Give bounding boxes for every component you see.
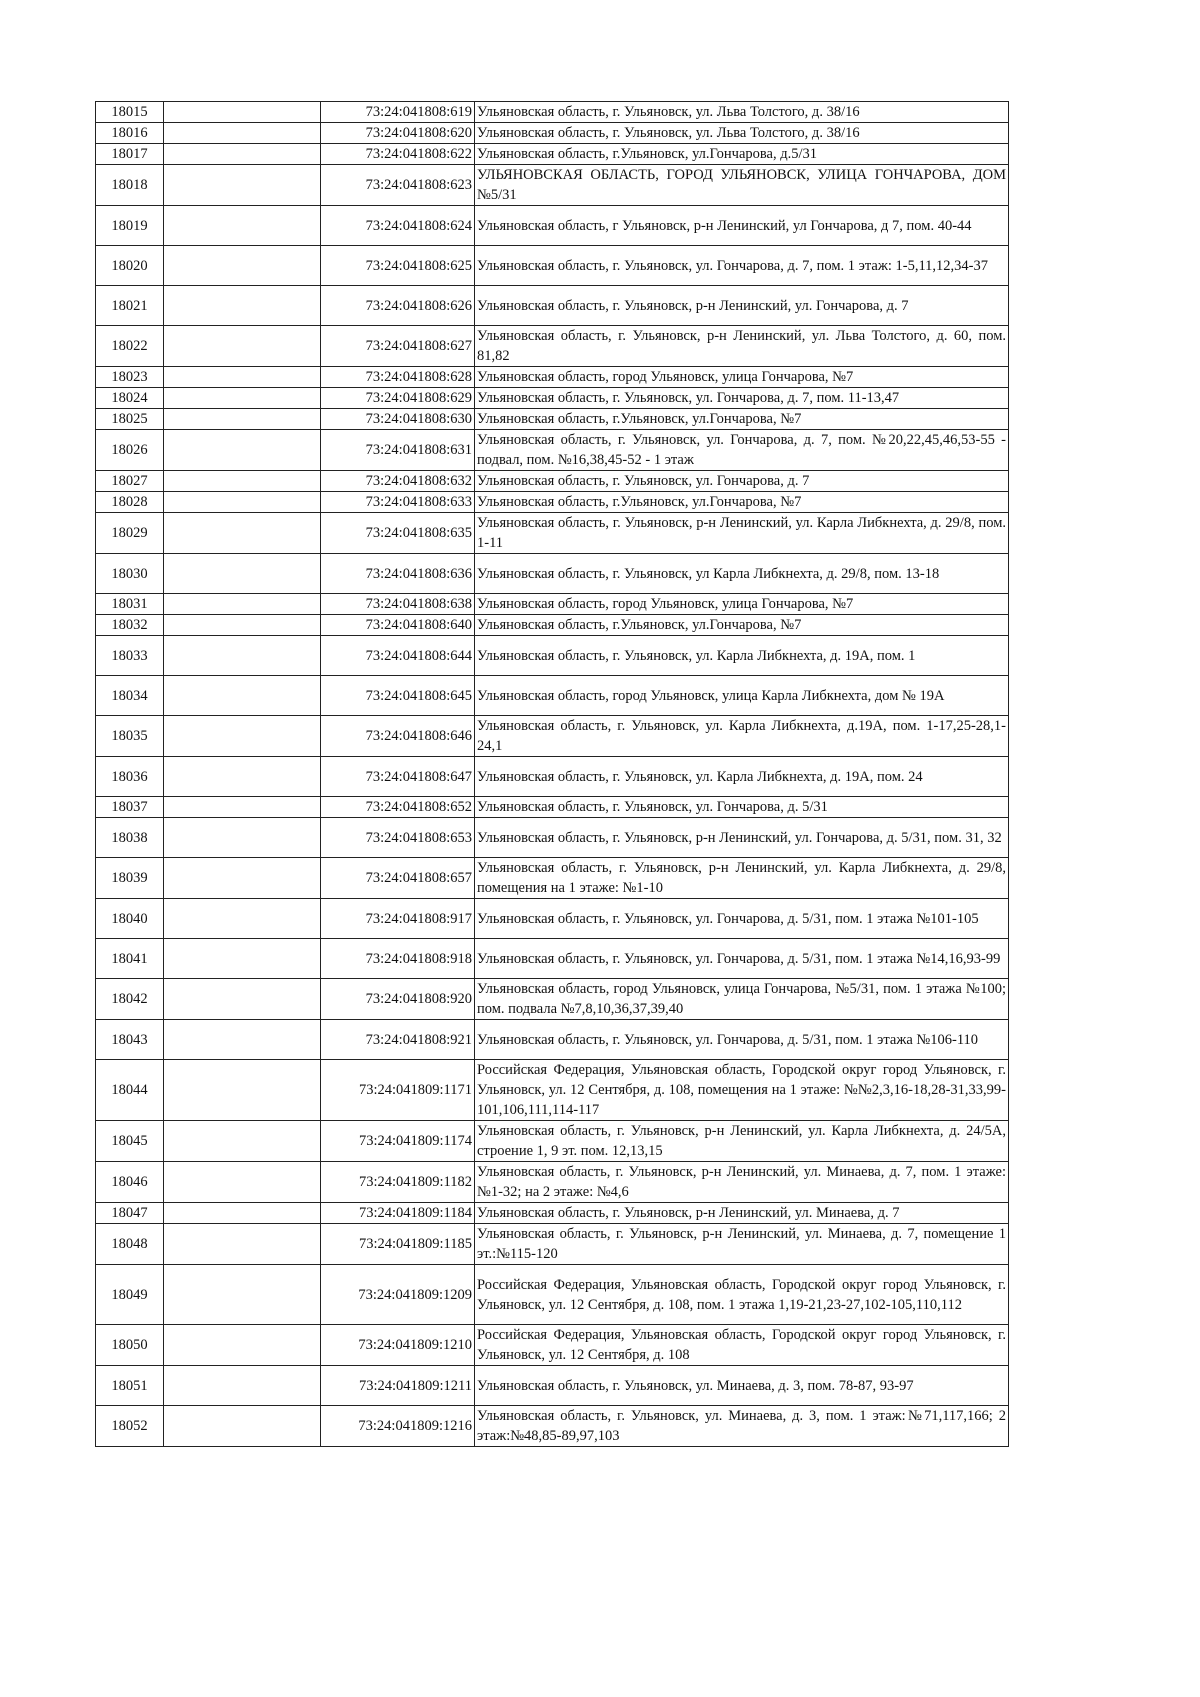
register-table-body: [96, 102, 1009, 1447]
empty-cell: [164, 165, 321, 206]
address-cell: Ульяновская область, г. Ульяновск, ул. Гончарова, д. 7, пом. 1 этаж: 1-5,11,12,34-37: [475, 246, 1009, 286]
empty-cell: [164, 206, 321, 246]
address-cell: Ульяновская область, г.Ульяновск, ул.Гончарова, №7: [475, 492, 1009, 513]
cadastral-number-cell: 73:24:041808:645: [321, 676, 475, 716]
cadastral-number-cell: 73:24:041808:636: [321, 554, 475, 594]
record-number-cell: 18037: [96, 797, 164, 818]
table-row: [96, 858, 1009, 899]
empty-cell: [164, 430, 321, 471]
address-cell: Ульяновская область, г. Ульяновск, ул Карла Либкнехта, д. 29/8, пом. 13-18: [475, 554, 1009, 594]
table-row: [96, 513, 1009, 554]
address-cell: Российская Федерация, Ульяновская область, Городской округ город Ульяновск, г. Ульяновск, ул. 12 Сентября, д. 108: [475, 1325, 1009, 1366]
cadastral-number-cell: 73:24:041808:644: [321, 636, 475, 676]
empty-cell: [164, 492, 321, 513]
table-row: [96, 1265, 1009, 1325]
record-number-cell: 18036: [96, 757, 164, 797]
empty-cell: [164, 939, 321, 979]
table-row: [96, 1020, 1009, 1060]
empty-cell: [164, 1162, 321, 1203]
empty-cell: [164, 554, 321, 594]
table-row: [96, 615, 1009, 636]
address-cell: Ульяновская область, г. Ульяновск, ул. Гончарова, д. 7, пом. 11-13,47: [475, 388, 1009, 409]
record-number-cell: 18027: [96, 471, 164, 492]
address-cell: Ульяновская область, г. Ульяновск, ул. Минаева, д. 3, пом. 78-87, 93-97: [475, 1366, 1009, 1406]
record-number-cell: 18031: [96, 594, 164, 615]
record-number-cell: 18030: [96, 554, 164, 594]
record-number-cell: 18045: [96, 1121, 164, 1162]
empty-cell: [164, 1020, 321, 1060]
table-row: [96, 206, 1009, 246]
empty-cell: [164, 286, 321, 326]
cadastral-number-cell: 73:24:041808:920: [321, 979, 475, 1020]
empty-cell: [164, 676, 321, 716]
address-cell: Ульяновская область, г. Ульяновск, ул. Минаева, д. 3, пом. 1 этаж:№71,117,166; 2 этаж:№48,85-89,97,103: [475, 1406, 1009, 1447]
cadastral-number-cell: 73:24:041808:632: [321, 471, 475, 492]
table-row: [96, 1325, 1009, 1366]
empty-cell: [164, 636, 321, 676]
record-number-cell: 18035: [96, 716, 164, 757]
cadastral-number-cell: 73:24:041808:626: [321, 286, 475, 326]
empty-cell: [164, 1203, 321, 1224]
record-number-cell: 18052: [96, 1406, 164, 1447]
cadastral-number-cell: 73:24:041808:623: [321, 165, 475, 206]
record-number-cell: 18038: [96, 818, 164, 858]
empty-cell: [164, 102, 321, 123]
address-cell: Ульяновская область, г. Ульяновск, р-н Ленинский, ул. Льва Толстого, д. 60, пом. 81,82: [475, 326, 1009, 367]
table-row: [96, 246, 1009, 286]
address-cell: Ульяновская область, г. Ульяновск, ул. Гончарова, д. 7, пом. №20,22,45,46,53-55 - подвал, пом. №16,38,45-52 - 1 этаж: [475, 430, 1009, 471]
cadastral-number-cell: 73:24:041809:1174: [321, 1121, 475, 1162]
cadastral-number-cell: 73:24:041808:622: [321, 144, 475, 165]
record-number-cell: 18032: [96, 615, 164, 636]
table-row: [96, 1366, 1009, 1406]
address-cell: Ульяновская область, г. Ульяновск, р-н Ленинский, ул. Минаева, д. 7: [475, 1203, 1009, 1224]
empty-cell: [164, 899, 321, 939]
cadastral-number-cell: 73:24:041808:624: [321, 206, 475, 246]
table-row: [96, 899, 1009, 939]
address-cell: Ульяновская область, г. Ульяновск, р-н Ленинский, ул. Карла Либкнехта, д. 29/8, пом. 1-11: [475, 513, 1009, 554]
table-row: [96, 716, 1009, 757]
empty-cell: [164, 1265, 321, 1325]
cadastral-number-cell: 73:24:041808:653: [321, 818, 475, 858]
table-row: [96, 1060, 1009, 1121]
address-cell: Ульяновская область, город Ульяновск, улица Гончарова, №7: [475, 367, 1009, 388]
table-row: [96, 939, 1009, 979]
table-row: [96, 594, 1009, 615]
cadastral-number-cell: 73:24:041808:631: [321, 430, 475, 471]
cadastral-number-cell: 73:24:041808:647: [321, 757, 475, 797]
table-row: [96, 636, 1009, 676]
cadastral-number-cell: 73:24:041809:1184: [321, 1203, 475, 1224]
record-number-cell: 18022: [96, 326, 164, 367]
address-cell: Ульяновская область, г. Ульяновск, ул. Гончарова, д. 7: [475, 471, 1009, 492]
table-row: [96, 492, 1009, 513]
address-cell: Ульяновская область, г. Ульяновск, р-н Ленинский, ул. Минаева, д. 7, помещение 1 эт.:№115-120: [475, 1224, 1009, 1265]
record-number-cell: 18016: [96, 123, 164, 144]
address-cell: УЛЬЯНОВСКАЯ ОБЛАСТЬ, ГОРОД УЛЬЯНОВСК, УЛИЦА ГОНЧАРОВА, ДОМ №5/31: [475, 165, 1009, 206]
table-row: [96, 1224, 1009, 1265]
table-row: [96, 757, 1009, 797]
address-cell: Ульяновская область, г. Ульяновск, ул. Карла Либкнехта, д.19А, пом. 1-17,25-28,1-24,1: [475, 716, 1009, 757]
record-number-cell: 18021: [96, 286, 164, 326]
empty-cell: [164, 1406, 321, 1447]
address-cell: Ульяновская область, г. Ульяновск, р-н Ленинский, ул. Минаева, д. 7, пом. 1 этаже: №1-32; на 2 этаже: №4,6: [475, 1162, 1009, 1203]
address-cell: Ульяновская область, г. Ульяновск, р-н Ленинский, ул. Гончарова, д. 7: [475, 286, 1009, 326]
table-row: [96, 326, 1009, 367]
table-row: [96, 1121, 1009, 1162]
address-cell: Ульяновская область, г. Ульяновск, р-н Ленинский, ул. Карла Либкнехта, д. 24/5А, строение 1, 9 эт. пом. 12,13,15: [475, 1121, 1009, 1162]
record-number-cell: 18049: [96, 1265, 164, 1325]
address-cell: Ульяновская область, г. Ульяновск, ул. Гончарова, д. 5/31: [475, 797, 1009, 818]
empty-cell: [164, 797, 321, 818]
address-cell: Ульяновская область, город Ульяновск, улица Карла Либкнехта, дом № 19А: [475, 676, 1009, 716]
empty-cell: [164, 979, 321, 1020]
cadastral-number-cell: 73:24:041808:629: [321, 388, 475, 409]
record-number-cell: 18051: [96, 1366, 164, 1406]
record-number-cell: 18033: [96, 636, 164, 676]
cadastral-number-cell: 73:24:041808:627: [321, 326, 475, 367]
cadastral-number-cell: 73:24:041808:646: [321, 716, 475, 757]
cadastral-number-cell: 73:24:041808:625: [321, 246, 475, 286]
record-number-cell: 18025: [96, 409, 164, 430]
cadastral-number-cell: 73:24:041809:1209: [321, 1265, 475, 1325]
record-number-cell: 18046: [96, 1162, 164, 1203]
record-number-cell: 18028: [96, 492, 164, 513]
address-cell: Ульяновская область, г Ульяновск, р-н Ленинский, ул Гончарова, д 7, пом. 40-44: [475, 206, 1009, 246]
address-cell: Ульяновская область, г. Ульяновск, ул. Гончарова, д. 5/31, пом. 1 этажа №14,16,93-99: [475, 939, 1009, 979]
address-cell: Ульяновская область, г. Ульяновск, ул. Гончарова, д. 5/31, пом. 1 этажа №106-110: [475, 1020, 1009, 1060]
table-row: [96, 102, 1009, 123]
table-row: [96, 818, 1009, 858]
empty-cell: [164, 757, 321, 797]
table-row: [96, 123, 1009, 144]
record-number-cell: 18026: [96, 430, 164, 471]
record-number-cell: 18023: [96, 367, 164, 388]
empty-cell: [164, 326, 321, 367]
table-row: [96, 144, 1009, 165]
table-row: [96, 676, 1009, 716]
address-cell: Российская Федерация, Ульяновская область, Городской округ город Ульяновск, г. Ульяновск, ул. 12 Сентября, д. 108, помещения на 1 этаже: №№2,3,16-18,28-31,33,99-101,106,111,114-117: [475, 1060, 1009, 1121]
empty-cell: [164, 1060, 321, 1121]
record-number-cell: 18018: [96, 165, 164, 206]
cadastral-number-cell: 73:24:041808:619: [321, 102, 475, 123]
record-number-cell: 18019: [96, 206, 164, 246]
table-row: [96, 430, 1009, 471]
record-number-cell: 18043: [96, 1020, 164, 1060]
table-row: [96, 388, 1009, 409]
cadastral-number-cell: 73:24:041808:921: [321, 1020, 475, 1060]
empty-cell: [164, 123, 321, 144]
cadastral-number-cell: 73:24:041808:633: [321, 492, 475, 513]
empty-cell: [164, 246, 321, 286]
record-number-cell: 18044: [96, 1060, 164, 1121]
cadastral-number-cell: 73:24:041808:635: [321, 513, 475, 554]
property-register-table: [95, 101, 1009, 1447]
empty-cell: [164, 1366, 321, 1406]
record-number-cell: 18017: [96, 144, 164, 165]
empty-cell: [164, 1325, 321, 1366]
address-cell: Ульяновская область, город Ульяновск, улица Гончарова, №5/31, пом. 1 этажа №100; пом. подвала №7,8,10,36,37,39,40: [475, 979, 1009, 1020]
empty-cell: [164, 1224, 321, 1265]
cadastral-number-cell: 73:24:041808:638: [321, 594, 475, 615]
cadastral-number-cell: 73:24:041808:630: [321, 409, 475, 430]
record-number-cell: 18029: [96, 513, 164, 554]
empty-cell: [164, 388, 321, 409]
table-row: [96, 1203, 1009, 1224]
record-number-cell: 18041: [96, 939, 164, 979]
cadastral-number-cell: 73:24:041808:917: [321, 899, 475, 939]
empty-cell: [164, 471, 321, 492]
empty-cell: [164, 594, 321, 615]
record-number-cell: 18048: [96, 1224, 164, 1265]
empty-cell: [164, 513, 321, 554]
address-cell: Ульяновская область, г. Ульяновск, ул. Льва Толстого, д. 38/16: [475, 123, 1009, 144]
address-cell: Ульяновская область, г.Ульяновск, ул.Гончарова, №7: [475, 409, 1009, 430]
cadastral-number-cell: 73:24:041808:620: [321, 123, 475, 144]
table-row: [96, 286, 1009, 326]
cadastral-number-cell: 73:24:041809:1185: [321, 1224, 475, 1265]
address-cell: Ульяновская область, г. Ульяновск, ул. Карла Либкнехта, д. 19А, пом. 24: [475, 757, 1009, 797]
record-number-cell: 18034: [96, 676, 164, 716]
empty-cell: [164, 858, 321, 899]
address-cell: Ульяновская область, г. Ульяновск, ул. Карла Либкнехта, д. 19А, пом. 1: [475, 636, 1009, 676]
cadastral-number-cell: 73:24:041808:657: [321, 858, 475, 899]
address-cell: Ульяновская область, г.Ульяновск, ул.Гончарова, №7: [475, 615, 1009, 636]
address-cell: Ульяновская область, г. Ульяновск, р-н Ленинский, ул. Гончарова, д. 5/31, пом. 31, 32: [475, 818, 1009, 858]
address-cell: Ульяновская область, г. Ульяновск, ул. Льва Толстого, д. 38/16: [475, 102, 1009, 123]
cadastral-number-cell: 73:24:041809:1210: [321, 1325, 475, 1366]
record-number-cell: 18020: [96, 246, 164, 286]
record-number-cell: 18042: [96, 979, 164, 1020]
address-cell: Российская Федерация, Ульяновская область, Городской округ город Ульяновск, г. Ульяновск, ул. 12 Сентября, д. 108, пом. 1 этажа 1,19-21,23-27,102-105,110,112: [475, 1265, 1009, 1325]
cadastral-number-cell: 73:24:041808:640: [321, 615, 475, 636]
cadastral-number-cell: 73:24:041809:1211: [321, 1366, 475, 1406]
table-row: [96, 367, 1009, 388]
record-number-cell: 18040: [96, 899, 164, 939]
table-row: [96, 979, 1009, 1020]
empty-cell: [164, 144, 321, 165]
cadastral-number-cell: 73:24:041809:1216: [321, 1406, 475, 1447]
record-number-cell: 18024: [96, 388, 164, 409]
address-cell: Ульяновская область, г. Ульяновск, р-н Ленинский, ул. Карла Либкнехта, д. 29/8, помещения на 1 этаже: №1-10: [475, 858, 1009, 899]
address-cell: Ульяновская область, г. Ульяновск, ул. Гончарова, д. 5/31, пом. 1 этажа №101-105: [475, 899, 1009, 939]
cadastral-number-cell: 73:24:041808:652: [321, 797, 475, 818]
cadastral-number-cell: 73:24:041809:1171: [321, 1060, 475, 1121]
record-number-cell: 18050: [96, 1325, 164, 1366]
table-row: [96, 1162, 1009, 1203]
empty-cell: [164, 818, 321, 858]
table-row: [96, 797, 1009, 818]
empty-cell: [164, 409, 321, 430]
cadastral-number-cell: 73:24:041808:628: [321, 367, 475, 388]
record-number-cell: 18039: [96, 858, 164, 899]
empty-cell: [164, 1121, 321, 1162]
empty-cell: [164, 615, 321, 636]
cadastral-number-cell: 73:24:041808:918: [321, 939, 475, 979]
record-number-cell: 18047: [96, 1203, 164, 1224]
address-cell: Ульяновская область, город Ульяновск, улица Гончарова, №7: [475, 594, 1009, 615]
record-number-cell: 18015: [96, 102, 164, 123]
table-row: [96, 554, 1009, 594]
table-row: [96, 471, 1009, 492]
table-row: [96, 1406, 1009, 1447]
empty-cell: [164, 716, 321, 757]
table-row: [96, 409, 1009, 430]
table-row: [96, 165, 1009, 206]
cadastral-number-cell: 73:24:041809:1182: [321, 1162, 475, 1203]
empty-cell: [164, 367, 321, 388]
address-cell: Ульяновская область, г.Ульяновск, ул.Гончарова, д.5/31: [475, 144, 1009, 165]
